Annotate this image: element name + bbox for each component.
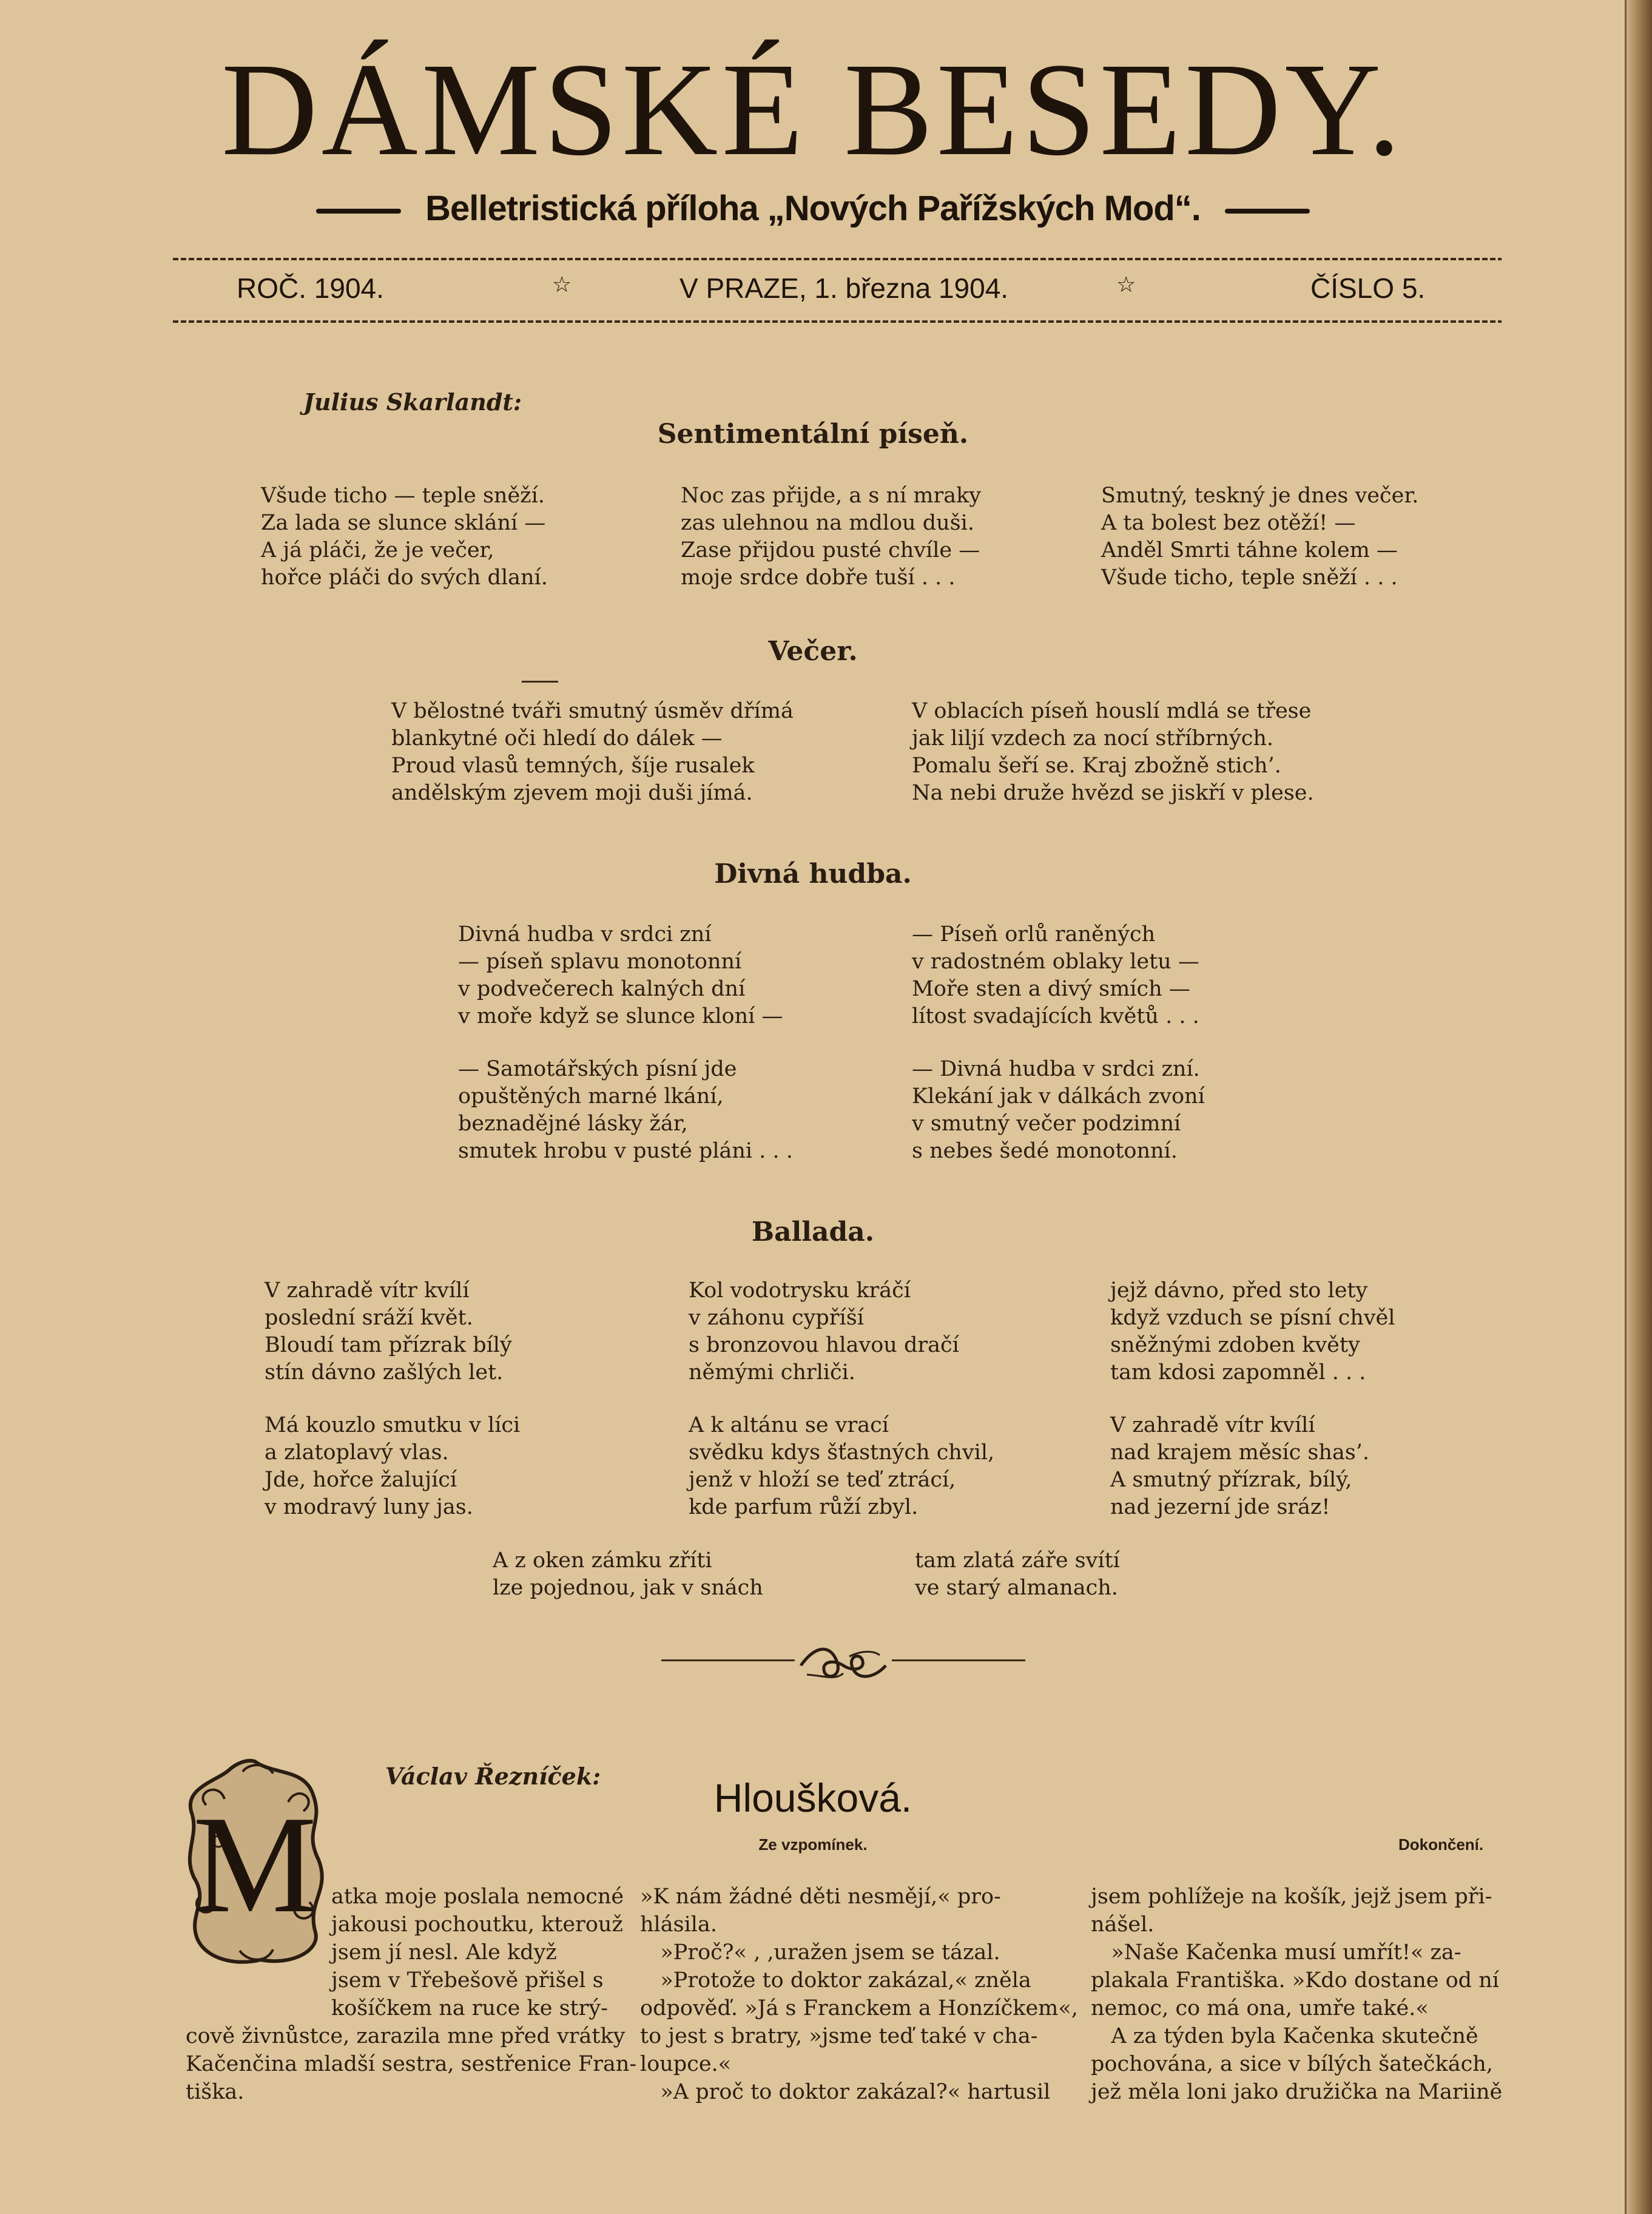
poem-title-divna: Divná hudba.	[714, 859, 912, 889]
decorated-initial-m	[182, 1757, 328, 1969]
story-col2: »K nám žádné děti nesmějí,« pro- hlásila. »Proč?« ‚ ‚uražen jsem se tázal. »Protože to doktor zakázal,« zněla odpověď. »Já s Franckem a Honzíčkem«, to jest s bratry, »jsme teď také v cha- loupce.« »A proč to doktor zakázal?« hartusil	[640, 1885, 1078, 2104]
story-col3: jsem pohlížeje na košík, jejž jsem při- nášel. »Naše Kačenka musí umřít!« za- plakala Františka. »Kdo dostane od ní nemoc, co má ona, umře také.« A za týden byla Kačenka skutečně pochována, a sice v bílých šatečkách, jež měla loni jako družička na Mariině	[1091, 1885, 1503, 2104]
ballada-stanza-6: V zahradě vítr kvílí nad krajem měsíc shas’. A smutný přízrak, bílý, nad jezerní jde sráz!	[1110, 1413, 1369, 1519]
story-col1-indented: atka moje poslala nemocné jakousi pochoutku, kterouž jsem jí nesl. Ale když jsem v Třebešově přišel s košíčkem na ruce ke strý-	[331, 1885, 624, 2020]
star-separator-2: ☆	[1116, 272, 1136, 297]
ballada-stanza-5: A k altánu se vrací svědku kdys šťastných chvil, jenž v hloží se teď ztrácí, kde parfum růží zbyl.	[689, 1413, 995, 1519]
divna-stanza-1: Divná hudba v srdci zní — píseň splavu monotonní v podvečerech kalných dní v moře když se slunce kloní —	[458, 922, 783, 1028]
vecer-stanza-2: V oblacích píseň houslí mdlá se třese jak liljí vzdech za nocí stříbrných. Pomalu šeří se. Kraj zbožně stich’. Na nebi druže hvězd se jiskří v plese.	[912, 699, 1314, 805]
ballada-stanza-1: V zahradě vítr kvílí poslední sráží květ. Bloudí tam přízrak bílý stín dávno zašlých let.	[265, 1278, 512, 1385]
divna-stanza-4: — Divná hudba v srdci zní. Klekání jak v dálkách zvoní v smutný večer podzimní s nebes šedé monotonní.	[912, 1057, 1205, 1163]
vecer-stanza-1: V bělostné tváři smutný úsměv dřímá blankytné oči hledí do dálek — Proud vlasů temných, šíje rusalek andělským zjevem moji duši jímá.	[391, 699, 794, 805]
masthead-subtitle-row	[0, 188, 1626, 229]
poem-title-vecer: Večer.	[768, 636, 858, 667]
star-separator-1: ☆	[552, 272, 572, 297]
story-col1-full: cově živnůstce, zarazila mne před vrátky Kačenčina mladší sestra, sestřenice Fran- tiška.	[186, 2024, 637, 2104]
ballada-stanza-8: tam zlatá záře svítí ve starý almanach.	[915, 1548, 1120, 1600]
short-rule	[522, 681, 558, 683]
masthead-subtitle: Belletristická příloha „Nových Pařížských Mod“.	[425, 189, 1201, 228]
right-ornament-rule	[1225, 209, 1310, 214]
story-author: Václav Řezníček:	[385, 1763, 601, 1790]
issue-volume: ROČ. 1904.	[237, 272, 384, 304]
story-title: Hloušková.	[713, 1775, 912, 1820]
header-rule-top	[173, 258, 1502, 260]
divna-stanza-3: — Samotářských písní jde opuštěných marné lkání, beznadějné lásky žár, smutek hrobu v pusté pláni . . .	[458, 1057, 793, 1163]
issue-number: ČÍSLO 5.	[1310, 272, 1426, 304]
ballada-stanza-2: Kol vodotrysku kráčí v záhonu cypříší s bronzovou hlavou dračí němými chrliči.	[689, 1278, 959, 1385]
flourish-ornament-icon	[789, 1638, 898, 1693]
divna-stanza-2: — Píseň orlů raněných v radostném oblaky letu — Moře sten a divý smích — lítost svadajících květů . . .	[912, 922, 1199, 1028]
ballada-stanza-4: Má kouzlo smutku v líci a zlatoplavý vlas. Jde, hořce žalující v modravý luny jas.	[265, 1413, 521, 1519]
left-ornament-rule	[316, 209, 401, 214]
poem-title-sentimental: Sentimentální píseň.	[657, 419, 969, 450]
poem-title-ballada: Ballada.	[751, 1217, 875, 1247]
header-rule-bottom	[173, 320, 1502, 323]
initial-letter: M	[192, 1787, 317, 1942]
ballada-stanza-3: jejž dávno, před sto lety když vzduch se písní chvěl sněžnými zdoben květy tam kdosi zapomněl . . .	[1110, 1278, 1395, 1385]
masthead-title: DÁMSKÉ BESEDY.	[221, 35, 1405, 183]
issue-line	[237, 272, 1438, 308]
sentimental-stanza-1: Všude ticho — teple sněží. Za lada se slunce sklání — A já pláči, že je večer, hořce pláči do svých dlaní.	[261, 484, 548, 590]
ballada-stanza-7: A z oken zámku zříti lze pojednou, jak v snách	[493, 1548, 763, 1600]
story-continuation-note: Dokončení.	[1398, 1835, 1484, 1854]
sentimental-stanza-3: Smutný, teskný je dnes večer. A ta bolest bez otěží! — Anděl Smrti táhne kolem — Všude ticho, teple sněží . . .	[1101, 484, 1419, 590]
issue-place-date: V PRAZE, 1. března 1904.	[679, 272, 1009, 304]
poems-author: Julius Skarlandt:	[303, 388, 522, 416]
binding-edge	[1627, 0, 1652, 2214]
story-subtitle: Ze vzpomínek.	[758, 1835, 868, 1854]
sentimental-stanza-2: Noc zas přijde, a s ní mraky zas ulehnou na mdlou duši. Zase přijdou pusté chvíle — moje srdce dobře tuší . . .	[681, 484, 982, 590]
